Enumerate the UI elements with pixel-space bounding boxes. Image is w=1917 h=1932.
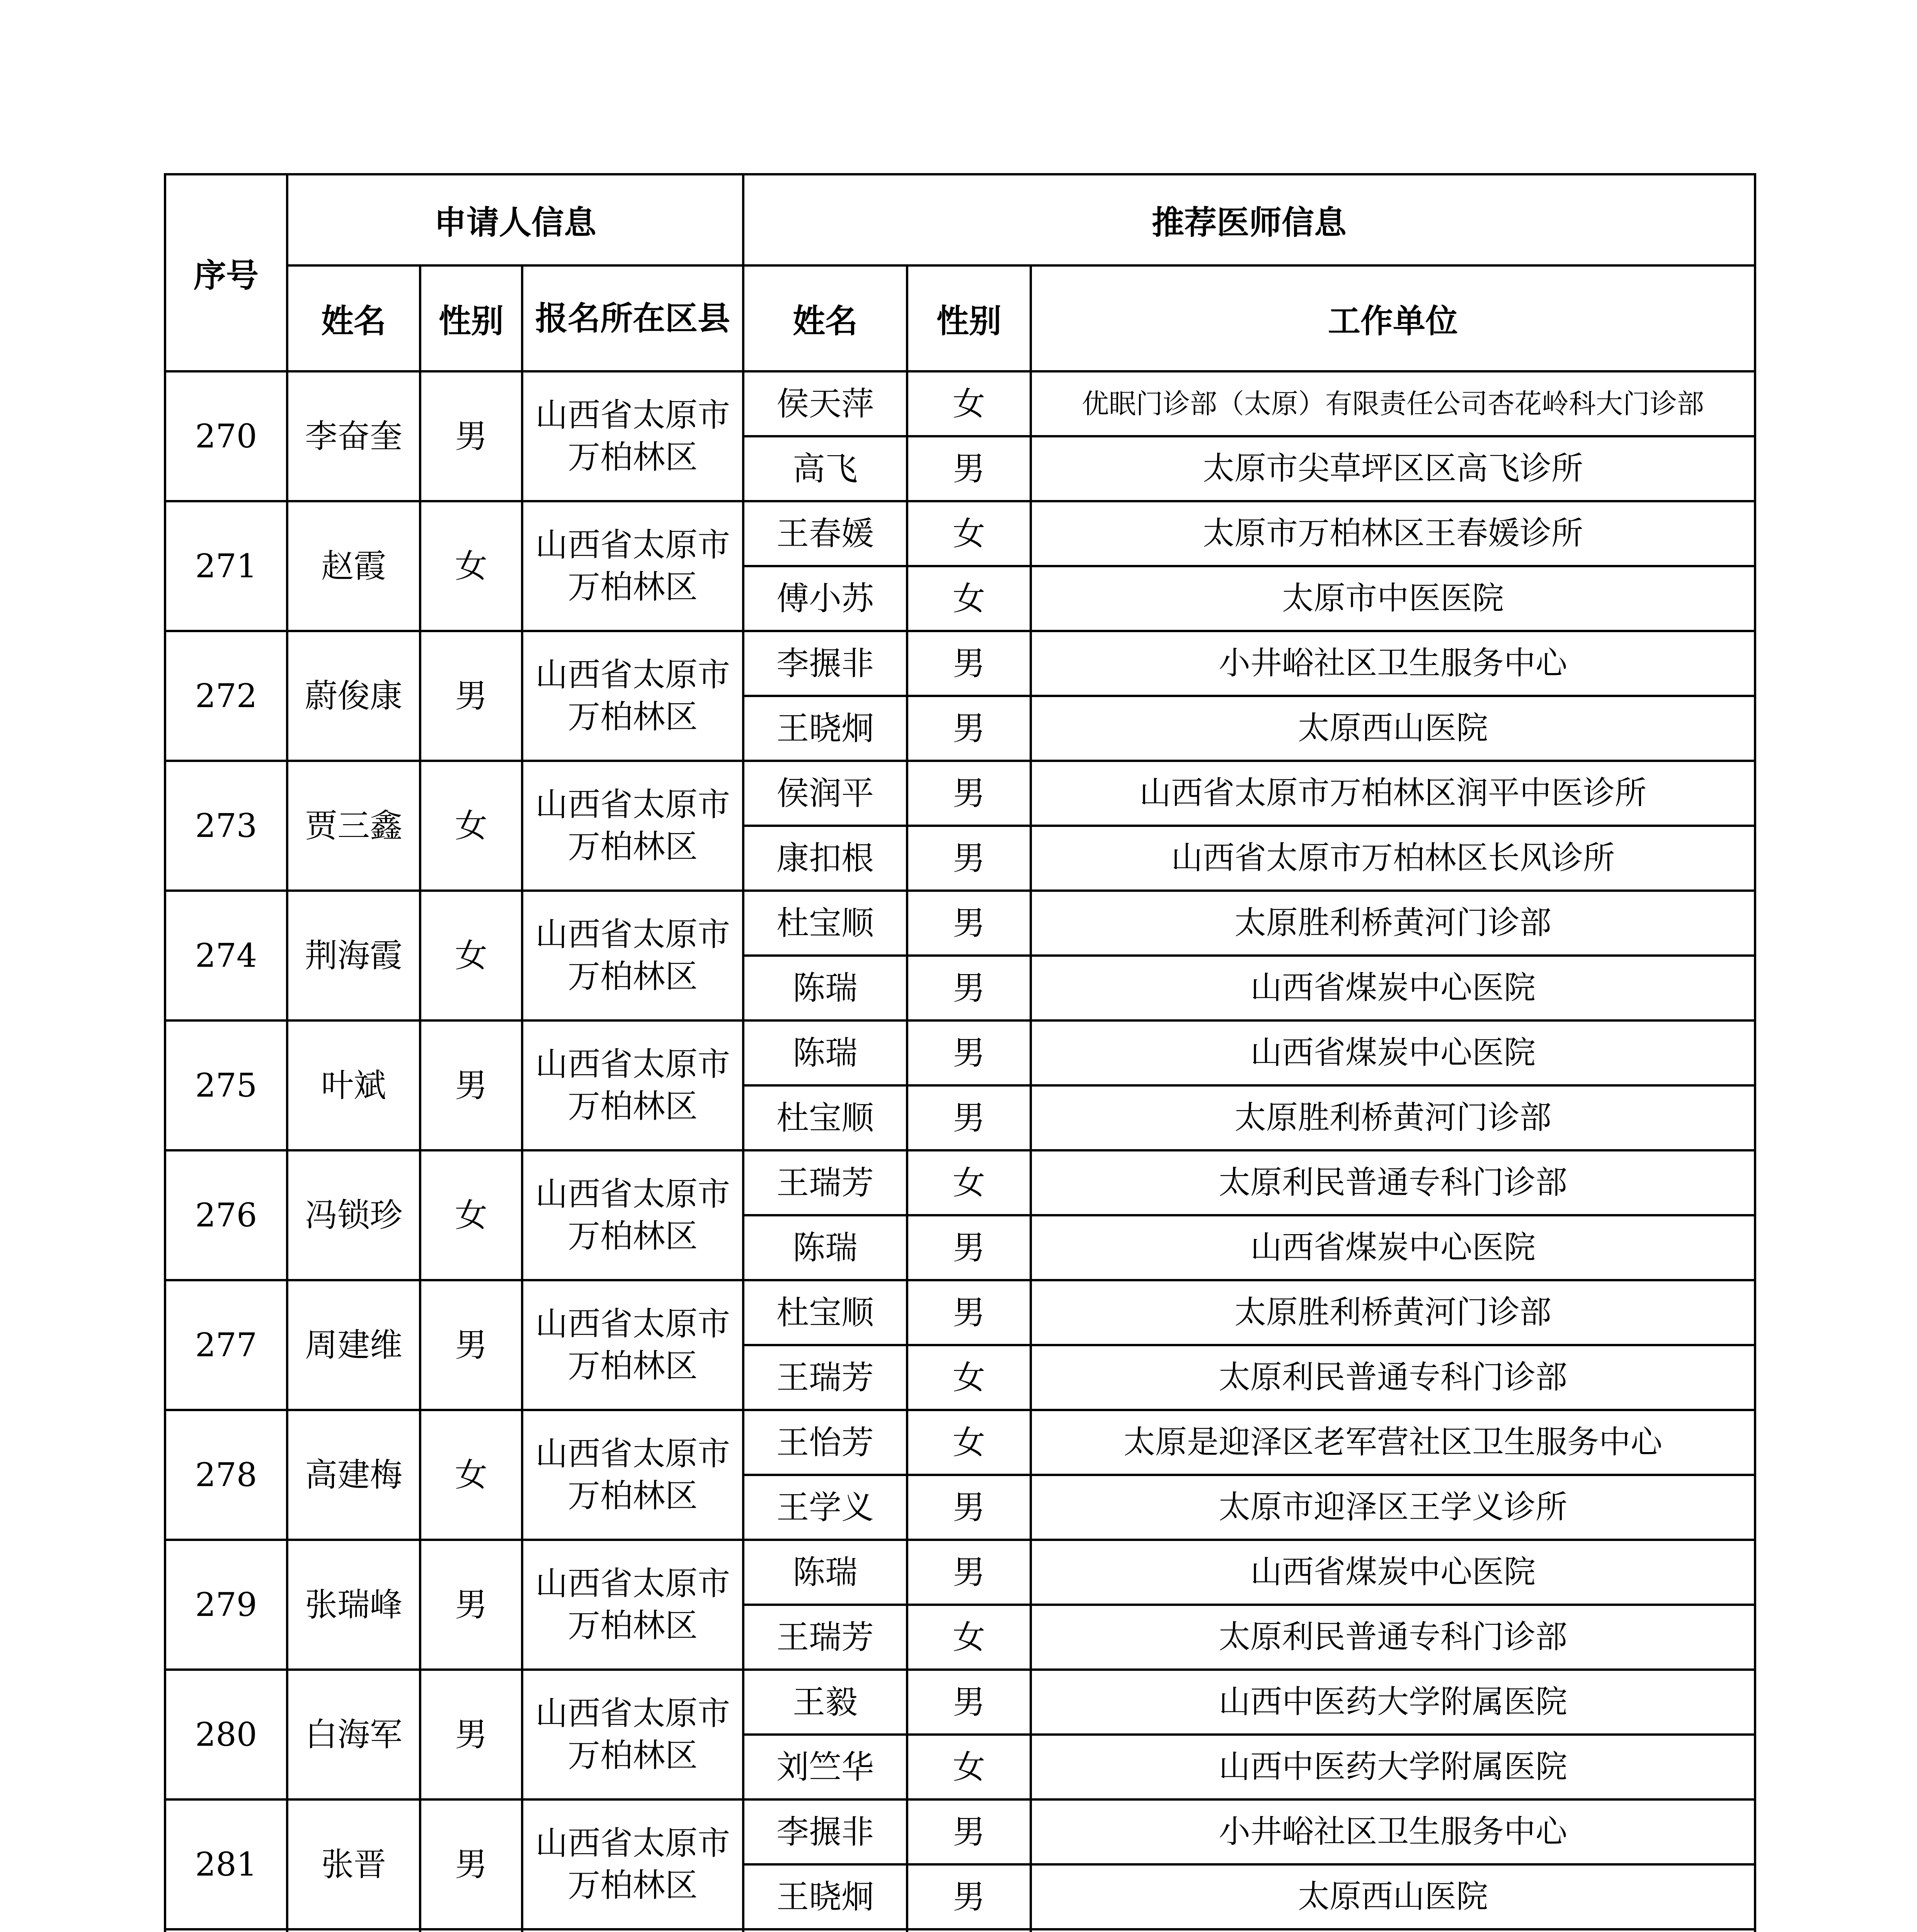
doctor-gender-cell: 女 [907,1345,1031,1410]
header-row-group [165,174,1755,265]
work-unit-cell: 太原胜利桥黄河门诊部 [1031,1280,1755,1345]
work-unit-cell: 优眠门诊部（太原）有限责任公司杏花岭科大门诊部 [1031,371,1755,436]
applicant-name-cell: 贾三鑫 [287,761,420,891]
header-work-unit: 工作单位 [1031,265,1755,371]
doctor-gender-cell: 男 [907,1085,1031,1150]
seq-cell: 273 [165,761,287,891]
doctor-gender-cell: 女 [907,1735,1031,1799]
doctor-name-cell: 王学义 [743,1475,907,1540]
work-unit-cell: 太原市迎泽区王学义诊所 [1031,1475,1755,1540]
applicant-county-cell: 山西省太原市万柏林区 [522,761,743,891]
doctor-gender-cell: 女 [907,1410,1031,1475]
table-row [165,1020,1755,1085]
seq-cell: 279 [165,1540,287,1670]
header-applicant-county: 报名所在区县 [522,265,743,371]
work-unit-cell: 太原利民普通专科门诊部 [1031,1150,1755,1215]
work-unit-cell: 太原利民普通专科门诊部 [1031,1605,1755,1670]
work-unit-cell: 太原是迎泽区老军营社区卫生服务中心 [1031,1410,1755,1475]
work-unit-cell: 太原西山医院 [1031,1864,1755,1929]
doctor-gender-cell: 男 [907,1475,1031,1540]
applicant-county-cell [522,1929,743,1932]
doctor-gender-cell: 男 [907,1280,1031,1345]
doctor-gender-cell: 男 [907,1864,1031,1929]
doctor-name-cell: 陈瑞 [743,1215,907,1280]
table-row [165,501,1755,566]
applicant-county-cell: 山西省太原市万柏林区 [522,1020,743,1150]
work-unit-cell: 太原利民普通专科门诊部 [1031,1345,1755,1410]
header-applicant-info: 申请人信息 [287,174,743,265]
applicant-county-cell: 山西省太原市万柏林区 [522,631,743,761]
applicant-gender-cell: 男 [420,1280,522,1410]
header-doctor-name: 姓名 [743,265,907,371]
applicant-gender-cell: 男 [420,631,522,761]
doctor-name-cell [743,1929,907,1932]
applicant-county-cell: 山西省太原市万柏林区 [522,1280,743,1410]
applicant-name-cell: 叶斌 [287,1020,420,1150]
doctor-gender-cell: 男 [907,1540,1031,1605]
seq-cell: 274 [165,891,287,1020]
doctor-gender-cell: 男 [907,891,1031,956]
applicant-name-cell: 周建维 [287,1280,420,1410]
seq-cell: 281 [165,1799,287,1929]
work-unit-cell: 小井峪社区卫生服务中心 [1031,631,1755,696]
work-unit-cell: 山西中医药大学附属医院 [1031,1735,1755,1799]
doctor-gender-cell: 男 [907,696,1031,761]
doctor-name-cell: 侯天萍 [743,371,907,436]
table-row [165,1280,1755,1345]
work-unit-cell: 太原市中医医院 [1031,566,1755,631]
doctor-name-cell: 刘竺华 [743,1735,907,1799]
doctor-name-cell: 李搌非 [743,1799,907,1864]
seq-cell: 271 [165,501,287,631]
doctor-gender-cell: 男 [907,1799,1031,1864]
doctor-name-cell: 杜宝顺 [743,891,907,956]
applicant-gender-cell: 男 [420,371,522,501]
applicant-county-cell: 山西省太原市万柏林区 [522,1410,743,1540]
applicant-table [164,173,1756,1932]
doctor-gender-cell: 男 [907,1670,1031,1735]
applicant-gender-cell [420,1929,522,1932]
doctor-name-cell: 陈瑞 [743,1020,907,1085]
applicant-name-cell: 蔚俊康 [287,631,420,761]
doctor-gender-cell: 男 [907,631,1031,696]
doctor-name-cell: 杜宝顺 [743,1280,907,1345]
table-row [165,761,1755,826]
doctor-gender-cell: 男 [907,956,1031,1020]
header-row-columns [165,265,1755,371]
seq-cell: 278 [165,1410,287,1540]
applicant-gender-cell: 女 [420,761,522,891]
doctor-gender-cell: 男 [907,761,1031,826]
applicant-name-cell: 赵霞 [287,501,420,631]
header-applicant-name: 姓名 [287,265,420,371]
applicant-county-cell: 山西省太原市万柏林区 [522,501,743,631]
seq-cell: 275 [165,1020,287,1150]
applicant-name-cell: 李奋奎 [287,371,420,501]
doctor-name-cell: 王瑞芳 [743,1345,907,1410]
table-row [165,1150,1755,1215]
doctor-name-cell: 王晓炯 [743,696,907,761]
applicant-name-cell: 张晋 [287,1799,420,1929]
doctor-gender-cell: 女 [907,566,1031,631]
work-unit-cell: 山西省太原市万柏林区长风诊所 [1031,826,1755,891]
applicant-county-cell: 山西省太原市万柏林区 [522,1150,743,1280]
work-unit-cell: 太原胜利桥黄河门诊部 [1031,1085,1755,1150]
doctor-name-cell: 陈瑞 [743,956,907,1020]
table-row [165,1929,1755,1932]
seq-cell [165,1929,287,1932]
doctor-name-cell: 王毅 [743,1670,907,1735]
header-doctor-info: 推荐医师信息 [743,174,1755,265]
work-unit-cell: 山西省煤炭中心医院 [1031,1540,1755,1605]
applicant-name-cell: 荆海霞 [287,891,420,1020]
doctor-name-cell: 王怡芳 [743,1410,907,1475]
work-unit-cell: 太原胜利桥黄河门诊部 [1031,891,1755,956]
doctor-gender-cell: 男 [907,436,1031,501]
table-row [165,1670,1755,1735]
doctor-gender-cell: 女 [907,1150,1031,1215]
doctor-gender-cell: 男 [907,1215,1031,1280]
applicant-gender-cell: 男 [420,1540,522,1670]
header-doctor-gender: 性别 [907,265,1031,371]
applicant-name-cell: 高建梅 [287,1410,420,1540]
applicant-county-cell: 山西省太原市万柏林区 [522,1670,743,1799]
header-applicant-gender: 性别 [420,265,522,371]
doctor-name-cell: 高飞 [743,436,907,501]
table-row [165,891,1755,956]
doctor-name-cell: 陈瑞 [743,1540,907,1605]
applicant-county-cell: 山西省太原市万柏林区 [522,1540,743,1670]
work-unit-cell: 山西省太原市万柏林区润平中医诊所 [1031,761,1755,826]
doctor-name-cell: 傅小苏 [743,566,907,631]
doctor-name-cell: 王瑞芳 [743,1150,907,1215]
table-row [165,1799,1755,1864]
applicant-county-cell: 山西省太原市万柏林区 [522,371,743,501]
header-seq: 序号 [165,174,287,371]
work-unit-cell [1031,1929,1755,1932]
doctor-name-cell: 李搌非 [743,631,907,696]
table-body [165,371,1755,1932]
doctor-name-cell: 杜宝顺 [743,1085,907,1150]
applicant-gender-cell: 男 [420,1670,522,1799]
doctor-gender-cell: 男 [907,826,1031,891]
doctor-name-cell: 王瑞芳 [743,1605,907,1670]
doctor-gender-cell: 男 [907,1020,1031,1085]
applicant-gender-cell: 女 [420,1410,522,1540]
applicant-name-cell: 冯锁珍 [287,1150,420,1280]
table-row [165,1410,1755,1475]
doctor-gender-cell [907,1929,1031,1932]
table-row [165,1540,1755,1605]
seq-cell: 272 [165,631,287,761]
work-unit-cell: 山西省煤炭中心医院 [1031,1020,1755,1085]
table-row [165,371,1755,436]
doctor-gender-cell: 女 [907,1605,1031,1670]
applicant-gender-cell: 男 [420,1020,522,1150]
work-unit-cell: 太原市万柏林区王春媛诊所 [1031,501,1755,566]
applicant-gender-cell: 男 [420,1799,522,1929]
work-unit-cell: 太原市尖草坪区区高飞诊所 [1031,436,1755,501]
seq-cell: 270 [165,371,287,501]
doctor-name-cell: 侯润平 [743,761,907,826]
applicant-name-cell: 白海军 [287,1670,420,1799]
seq-cell: 277 [165,1280,287,1410]
doctor-name-cell: 王春媛 [743,501,907,566]
applicant-gender-cell: 女 [420,891,522,1020]
applicant-name-cell [287,1929,420,1932]
work-unit-cell: 山西中医药大学附属医院 [1031,1670,1755,1735]
doctor-name-cell: 康扣根 [743,826,907,891]
seq-cell: 280 [165,1670,287,1799]
applicant-name-cell: 张瑞峰 [287,1540,420,1670]
doctor-gender-cell: 女 [907,501,1031,566]
table-row [165,631,1755,696]
doctor-gender-cell: 女 [907,371,1031,436]
work-unit-cell: 太原西山医院 [1031,696,1755,761]
applicant-gender-cell: 女 [420,501,522,631]
applicant-county-cell: 山西省太原市万柏林区 [522,1799,743,1929]
doctor-name-cell: 王晓炯 [743,1864,907,1929]
applicant-county-cell: 山西省太原市万柏林区 [522,891,743,1020]
seq-cell: 276 [165,1150,287,1280]
applicant-gender-cell: 女 [420,1150,522,1280]
work-unit-cell: 小井峪社区卫生服务中心 [1031,1799,1755,1864]
work-unit-cell: 山西省煤炭中心医院 [1031,1215,1755,1280]
work-unit-cell: 山西省煤炭中心医院 [1031,956,1755,1020]
